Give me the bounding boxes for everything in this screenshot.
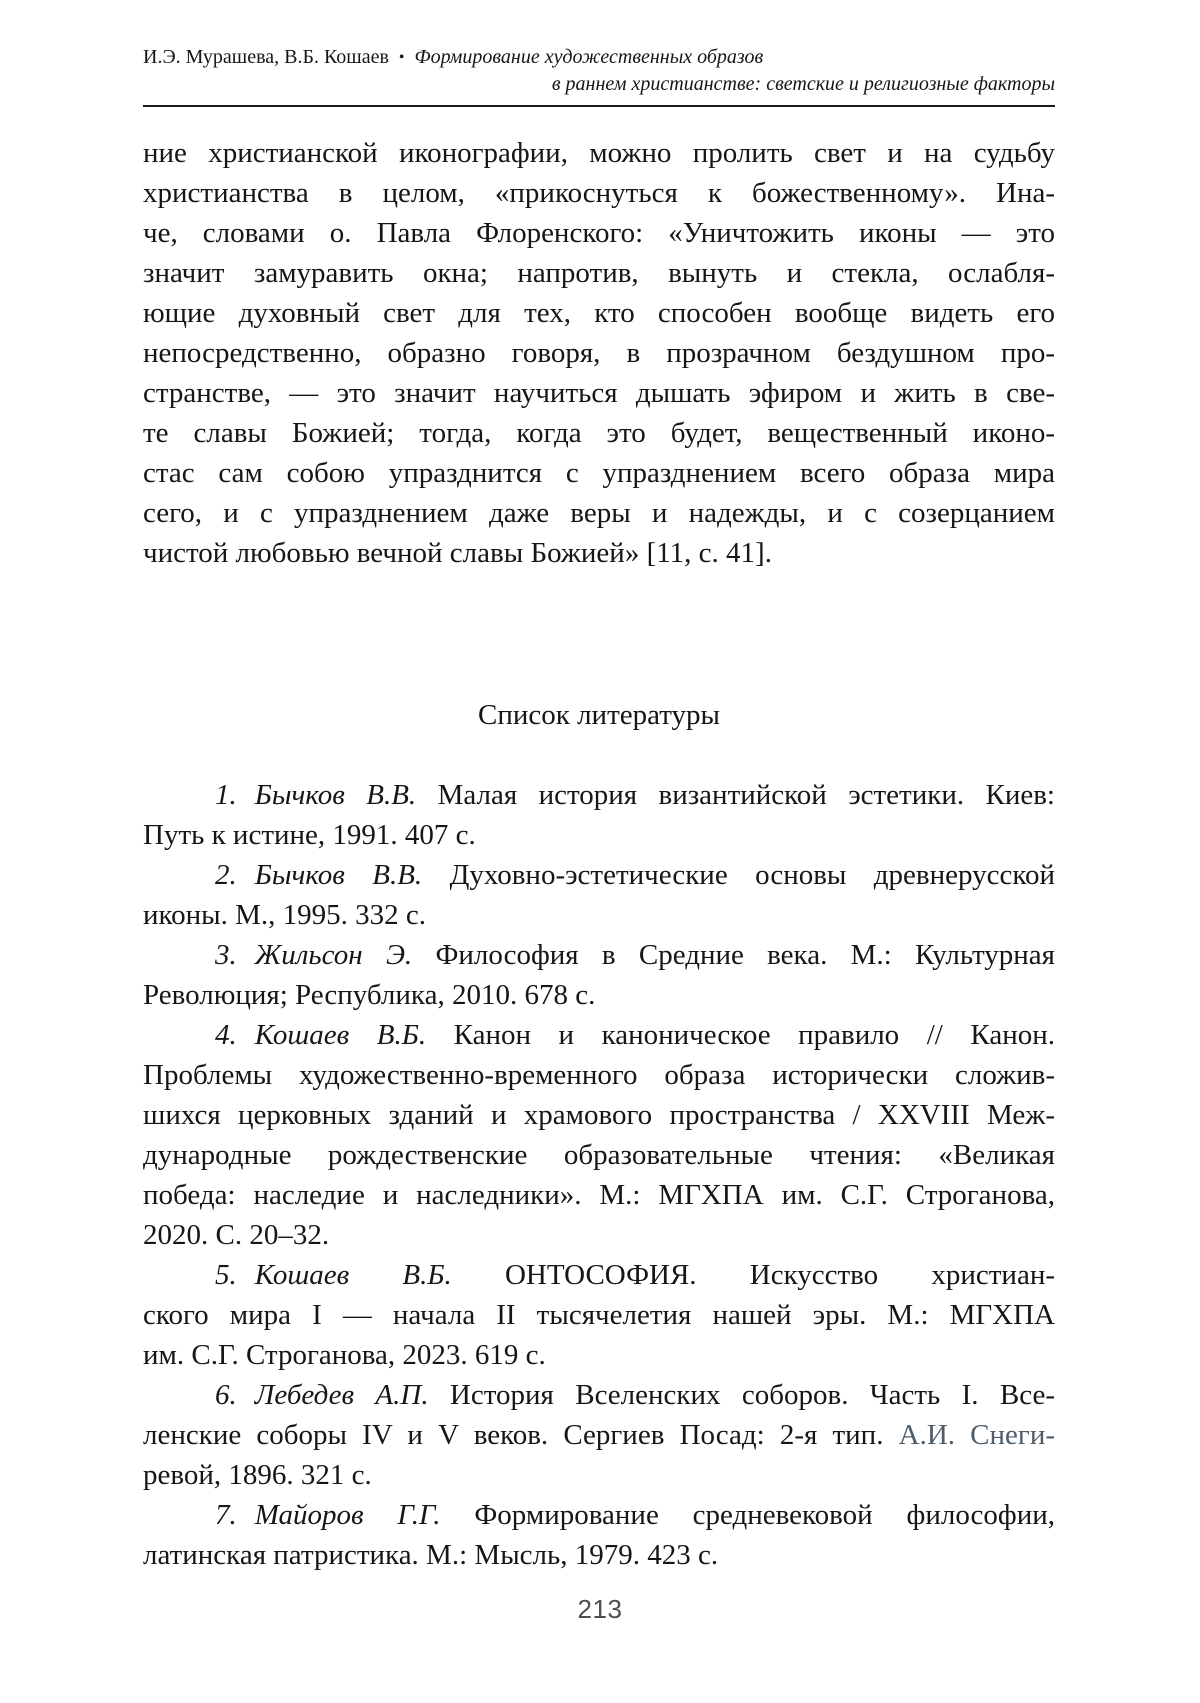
bibliography-item bbox=[143, 935, 1055, 1015]
text-line bbox=[143, 493, 1055, 533]
text-line bbox=[143, 1415, 1055, 1455]
text-line bbox=[143, 1455, 1055, 1495]
text-segment: че, словами о. Павла Флоренского: «Уничтожить иконы — это bbox=[143, 217, 1055, 249]
text-segment: чистой любовью вечной славы Божией» [11, с. 41]. bbox=[143, 537, 772, 569]
text-line bbox=[143, 1175, 1055, 1215]
text-segment: ющие духовный свет для тех, кто способен вообще видеть его bbox=[143, 297, 1055, 329]
text-segment: Лебедев А.П. bbox=[254, 1379, 429, 1411]
text-line bbox=[143, 533, 1055, 573]
bibliography-list bbox=[143, 775, 1055, 1575]
header-rule bbox=[143, 105, 1055, 107]
text-segment: Кошаев В.Б. bbox=[254, 1259, 452, 1291]
text-line bbox=[143, 855, 1055, 895]
text-segment: А.И. Снеги- bbox=[898, 1419, 1055, 1451]
text-segment: Малая история византийской эстетики. Киев: bbox=[416, 779, 1055, 811]
text-segment: сего, и с упразднением даже веры и надежды, и с созерцанием bbox=[143, 497, 1055, 529]
text-line bbox=[143, 1375, 1055, 1415]
text-segment: дународные рождественские образовательные чтения: «Великая bbox=[143, 1139, 1055, 1171]
text-segment: те славы Божией; тогда, когда это будет, вещественный иконо- bbox=[143, 417, 1055, 449]
text-segment: Жильсон Э. bbox=[254, 939, 413, 971]
text-line bbox=[143, 333, 1055, 373]
bibliography-heading: Список литературы bbox=[477, 699, 721, 731]
text-segment: латинская патристика. М.: Мысль, 1979. 423 с. bbox=[143, 1539, 719, 1571]
text-line bbox=[143, 1135, 1055, 1175]
list-item-number: 5. bbox=[215, 1259, 237, 1291]
text-segment: иконы. М., 1995. 332 с. bbox=[143, 899, 427, 931]
text-line bbox=[143, 1015, 1055, 1055]
text-segment: ОНТОСОФИЯ. Искусство христиан- bbox=[451, 1259, 1055, 1291]
text-line bbox=[143, 213, 1055, 253]
page-header bbox=[0, 0, 1200, 107]
text-line bbox=[143, 1495, 1055, 1535]
header-title-line2: в раннем христианстве: светские и религиозные факторы bbox=[551, 73, 1055, 95]
list-item-number: 3. bbox=[215, 939, 237, 971]
text-line bbox=[143, 775, 1055, 815]
text-line bbox=[143, 373, 1055, 413]
text-segment: стас сам собою упразднится с упразднением всего образа мира bbox=[143, 457, 1055, 489]
list-item-number: 1. bbox=[215, 779, 237, 811]
text-segment: Канон и каноническое правило // Канон. bbox=[426, 1019, 1055, 1051]
text-segment: Бычков В.В. bbox=[254, 859, 423, 891]
list-item-number: 7. bbox=[215, 1499, 237, 1531]
text-segment: непосредственно, образно говоря, в прозрачном бездушном про- bbox=[143, 337, 1055, 369]
text-segment: победа: наследие и наследники». М.: МГХПА им. С.Г. Строганова, bbox=[143, 1179, 1055, 1211]
text-line bbox=[143, 895, 1055, 935]
text-segment: христианства в целом, «прикоснуться к божественному». Ина- bbox=[143, 177, 1055, 209]
text-segment: Бычков В.В. bbox=[254, 779, 417, 811]
text-line bbox=[143, 1255, 1055, 1295]
header-separator-bullet: • bbox=[398, 49, 405, 66]
header-line1 bbox=[143, 44, 1055, 71]
bibliography-item bbox=[143, 1255, 1055, 1375]
text-segment: ние христианской иконографии, можно пролить свет и на судьбу bbox=[143, 137, 1055, 169]
text-segment: ленские соборы IV и V веков. Сергиев Посад: 2-я тип. bbox=[143, 1419, 899, 1451]
text-line bbox=[143, 173, 1055, 213]
bibliography-item bbox=[143, 775, 1055, 855]
text-segment: шихся церковных зданий и храмового пространства / XXVIII Меж- bbox=[143, 1099, 1055, 1131]
text-line bbox=[143, 1535, 1055, 1575]
text-line bbox=[143, 293, 1055, 333]
text-segment: странстве, — это значит научиться дышать эфиром и жить в све- bbox=[143, 377, 1055, 409]
text-line bbox=[143, 133, 1055, 173]
page-number: 213 bbox=[577, 1594, 623, 1624]
page-content bbox=[0, 133, 1200, 1575]
text-segment: значит замуравить окна; напротив, вынуть и стекла, ослабля- bbox=[143, 257, 1055, 289]
list-item-number: 4. bbox=[215, 1019, 237, 1051]
text-segment: Кошаев В.Б. bbox=[254, 1019, 427, 1051]
list-item-number: 6. bbox=[215, 1379, 237, 1411]
bibliography-item bbox=[143, 1495, 1055, 1575]
text-segment: Путь к истине, 1991. 407 с. bbox=[143, 819, 476, 851]
text-segment: Философия в Средние века. М.: Культурная bbox=[412, 939, 1055, 971]
text-line bbox=[143, 1295, 1055, 1335]
bibliography-item bbox=[143, 855, 1055, 935]
text-segment: Формирование средневековой философии, bbox=[440, 1499, 1055, 1531]
text-line bbox=[143, 975, 1055, 1015]
text-line bbox=[143, 253, 1055, 293]
text-segment: им. С.Г. Строганова, 2023. 619 с. bbox=[143, 1339, 546, 1371]
header-title-line1: Формирование художественных образов bbox=[414, 46, 764, 68]
text-segment: Революция; Республика, 2010. 678 с. bbox=[143, 979, 596, 1011]
text-line bbox=[143, 1055, 1055, 1095]
text-line bbox=[143, 1335, 1055, 1375]
bibliography-item bbox=[143, 1375, 1055, 1495]
list-item-number: 2. bbox=[215, 859, 237, 891]
text-segment: 2020. С. 20–32. bbox=[143, 1219, 330, 1251]
text-line bbox=[143, 1095, 1055, 1135]
text-line bbox=[143, 413, 1055, 453]
body-paragraph bbox=[143, 133, 1055, 573]
text-line bbox=[143, 1215, 1055, 1255]
text-segment: ревой, 1896. 321 с. bbox=[143, 1459, 372, 1491]
text-line bbox=[143, 453, 1055, 493]
text-line bbox=[143, 815, 1055, 855]
text-segment: История Вселенских соборов. Часть I. Все- bbox=[428, 1379, 1055, 1411]
text-segment: ского мира I — начала II тысячелетия нашей эры. М.: МГХПА bbox=[143, 1299, 1055, 1331]
header-authors: И.Э. Мурашева, В.Б. Кошаев bbox=[143, 46, 389, 68]
text-line bbox=[143, 935, 1055, 975]
bibliography-item bbox=[143, 1015, 1055, 1255]
text-segment: Майоров Г.Г. bbox=[254, 1499, 441, 1531]
text-segment: Духовно-эстетические основы древнерусской bbox=[422, 859, 1055, 891]
text-segment: Проблемы художественно-временного образа исторически сложив- bbox=[143, 1059, 1055, 1091]
